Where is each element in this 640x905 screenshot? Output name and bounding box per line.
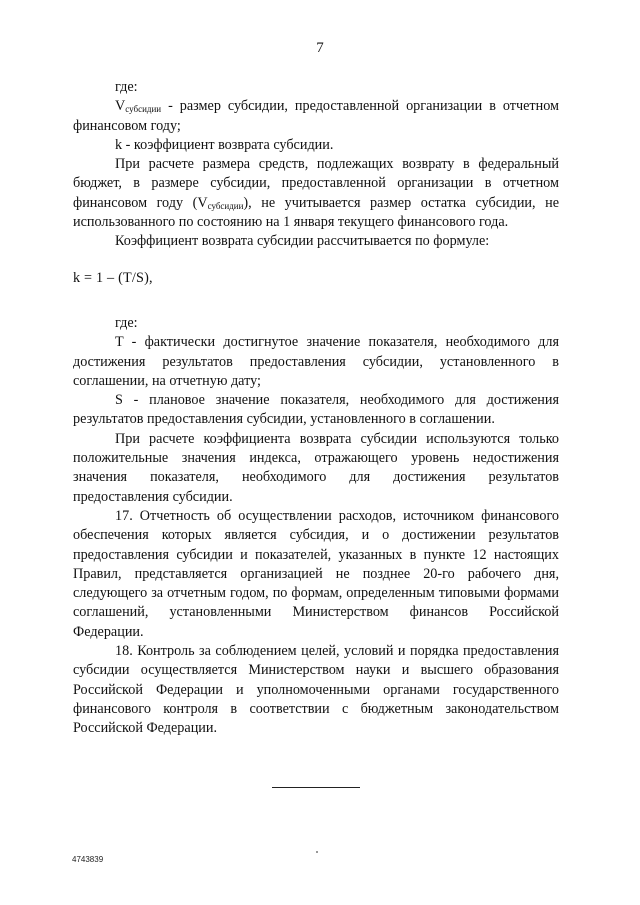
refund-subscript: субсидии	[207, 200, 244, 211]
paragraph-t-definition: T - фактически достигнутое значение показателя, необходимого для достижения результатов предоставления субсидии, установленного в соглашении, на отчетную дату;	[73, 334, 559, 389]
scan-speck	[316, 851, 318, 853]
paragraph-formula-intro: Коэффициент возврата субсидии рассчитывается по формуле:	[115, 233, 490, 250]
v-subscript: субсидии	[125, 104, 162, 115]
paragraph-17-reporting: 17. Отчетность об осуществлении расходов, источником финансового обеспечения которых является субсидия, и о достижении результатов предоставления субсидии и показателей, указанных в пункте 12 настоящих Правил, представляется организацией не позднее 20-го рабочего дня, следующего за отчетным годом, по формам, определенным типовыми формами соглашений, установленными Министерством финансов Российской Федерации.	[73, 507, 559, 640]
paragraph-k-definition: k - коэффициент возврата субсидии.	[115, 136, 334, 153]
document-body	[73, 78, 559, 739]
paragraph-where-2: где:	[115, 314, 138, 331]
paragraph-refund-calculation	[73, 155, 559, 232]
formula-text: k = 1 – (T/S),	[73, 269, 153, 286]
paragraph-18-control: 18. Контроль за соблюдением целей, условий и порядка предоставления субсидии осуществляется Министерством науки и высшего образования Российской Федерации и уполномоченными органами государственного финансового контроля в соответствии с бюджетным законодательством Российской Федерации.	[73, 643, 559, 737]
paragraph-where-1: где:	[115, 79, 138, 95]
end-rule	[272, 787, 360, 788]
paragraph-v-subsidy	[73, 97, 559, 136]
formula	[73, 269, 559, 288]
paragraph-positive-index: При расчете коэффициента возврата субсидии используются только положительные значения индекса, отражающего уровень недостижения значения показателя, необходимого для достижения результатов предоставления субсидии.	[73, 430, 559, 505]
v-definition: - размер субсидии, предоставленной организации в отчетном финансовом году;	[73, 98, 559, 134]
refund-text-a: При расчете размера средств, подлежащих возврату в федеральный бюджет, в размере субсидии, предоставленной организации в отчетном финансовом году (V	[73, 156, 559, 211]
page-number: 7	[316, 40, 324, 56]
paragraph-s-definition: S - плановое значение показателя, необходимого для достижения результатов предоставления субсидии, установленного в соглашении.	[73, 392, 559, 428]
document-code: 4743839	[72, 855, 104, 864]
v-symbol: V	[115, 98, 126, 115]
refund-text-b: ), не учитывается размер остатка субсидии, не использованного по состоянию на 1 января текущего финансового года.	[73, 194, 559, 231]
